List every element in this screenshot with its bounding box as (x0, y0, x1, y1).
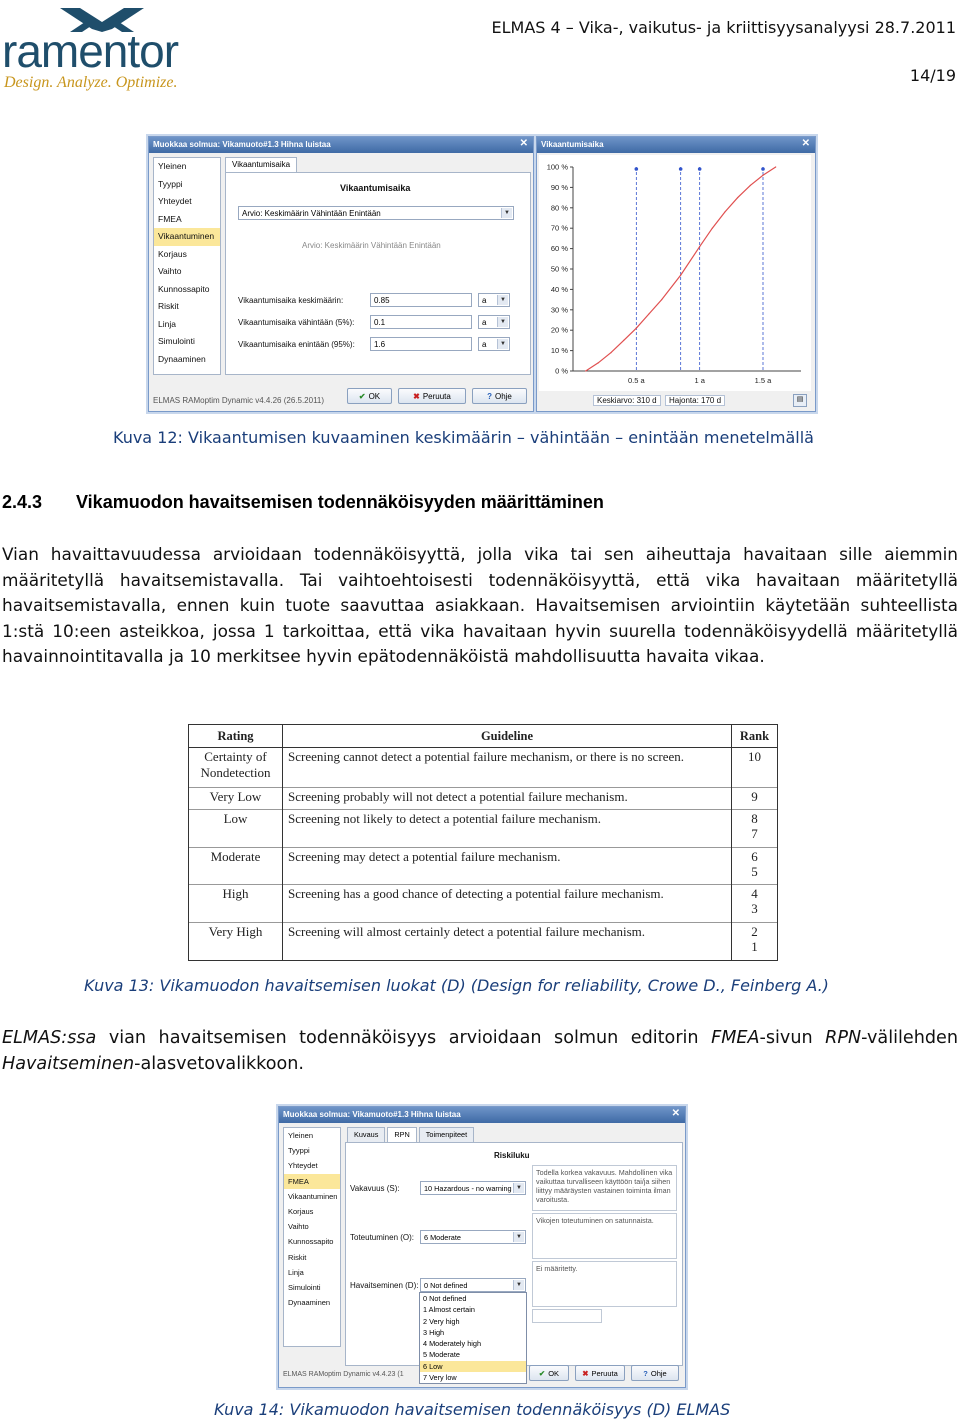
tab-vikaantumisaika[interactable]: Vikaantumisaika (225, 157, 297, 172)
guideline-cell: Screening has a good chance of detecting a potential failure mechanism. (283, 885, 732, 923)
table-row (189, 923, 777, 960)
y-tick-label: 30 % (550, 305, 568, 315)
section-title: Arvio: Keskimäärin Vähintään Enintään (302, 241, 441, 250)
field-label: Vikaantumisaika keskimäärin: (238, 296, 344, 305)
chevron-down-icon: ▼ (513, 1232, 524, 1242)
cross-icon: ✖ (413, 392, 420, 401)
para-part: FMEA (711, 1028, 760, 1048)
rating-cell: Very High (189, 923, 283, 960)
para-part: ELMAS:ssa (2, 1028, 97, 1048)
y-tick-label: 10 % (550, 346, 568, 356)
figure-14-caption: Kuva 14: Vikamuodon havaitsemisen todennäköisyys (D) ELMAS (214, 1400, 731, 1419)
para-part: -alasvetovalikkoon. (134, 1053, 304, 1074)
help-icon: ? (643, 1369, 648, 1378)
editor-tabs (347, 1127, 476, 1142)
dropdown-option[interactable]: 4 Moderately high (423, 1339, 482, 1349)
failure-time-chart (539, 155, 811, 391)
y-tick-label: 40 % (550, 284, 568, 294)
empty-field (532, 1309, 602, 1323)
sidebar-item[interactable]: Riskit (158, 301, 179, 311)
chevron-down-icon: ▼ (497, 317, 508, 327)
data-point (623, 340, 624, 341)
sidebar-item[interactable]: Dynaaminen (158, 353, 206, 364)
unit-value: a (482, 340, 487, 349)
detection-label: Havaitseminen (D): (350, 1281, 419, 1290)
guideline-cell: Screening cannot detect a potential failure mechanism, or there is no screen. (288, 749, 684, 764)
check-icon: ✔ (358, 392, 366, 401)
field-input[interactable]: 1.6 (370, 337, 472, 351)
sidebar-item[interactable]: Simulointi (288, 1282, 321, 1292)
close-icon[interactable]: ✕ (671, 1108, 680, 1119)
para-part: vian havaitsemisen todennäköisyys arvioidaan solmun editorin (96, 1028, 712, 1048)
data-point (610, 352, 611, 353)
std-label: Hajonta: 170 d (665, 395, 725, 406)
ok-button[interactable]: ✔ OK (529, 1365, 569, 1381)
field-label: Vikaantumisaika vähintään (5%): (238, 318, 355, 327)
para-part: -sivun (759, 1028, 826, 1048)
dialog-title: Muokkaa solmua: Vikamuoto#1.3 Hihna luistaa (283, 1110, 461, 1119)
sidebar-item[interactable]: Korjaus (158, 248, 187, 259)
rank-cell: 8 7 (732, 809, 778, 847)
dialog-titlebar (279, 1107, 685, 1123)
check-icon: ✔ (538, 1369, 546, 1378)
cancel-button[interactable]: ✖ Peruuta (575, 1365, 625, 1381)
col-header-rank: Rank (732, 725, 778, 748)
y-tick-label: 20 % (550, 325, 568, 335)
rank-cell: 10 (732, 748, 778, 788)
data-point (648, 313, 649, 314)
sidebar-item[interactable]: Yleinen (158, 161, 187, 171)
field-label: Vikaantumisaika enintään (95%): (238, 340, 355, 349)
unit-select[interactable] (478, 337, 510, 351)
para-part: -välilehden (861, 1028, 958, 1048)
close-icon[interactable]: ✕ (519, 138, 528, 149)
severity-select[interactable]: 10 Hazardous - no warning ▼ (420, 1181, 526, 1195)
unit-value: a (482, 318, 487, 327)
sidebar-item[interactable]: Tyyppi (158, 178, 183, 189)
data-point (680, 275, 681, 276)
dropdown-option[interactable]: 2 Very high (423, 1316, 460, 1326)
unit-select[interactable] (478, 315, 510, 329)
rpn-editor-dialog (278, 1106, 686, 1388)
x-marker-dot (635, 167, 639, 171)
sidebar-item[interactable]: Linja (288, 1267, 304, 1277)
rating-cell: Very Low (189, 788, 283, 810)
field-input[interactable]: 0.1 (370, 315, 472, 329)
y-tick-label: 100 % (546, 162, 568, 172)
data-point (636, 328, 637, 329)
document-title: ELMAS 4 – Vika-, vaikutus- ja kriittisyysanalyysi 28.7.2011 (491, 18, 956, 37)
data-point (762, 175, 763, 176)
figure-12-caption: Kuva 12: Vikaantumisen kuvaaminen keskimäärin – vähintään – enintään menetelmällä (113, 428, 814, 447)
mean-label: Keskiarvo: 310 d (593, 395, 661, 406)
detection-options-list[interactable] (419, 1292, 527, 1384)
unit-select[interactable] (478, 293, 510, 307)
sidebar-item[interactable]: Kunnossapito (158, 283, 210, 294)
y-tick-label: 70 % (550, 223, 568, 233)
rank-cell: 4 3 (732, 885, 778, 923)
severity-label: Vakavuus (S): (350, 1184, 400, 1193)
x-tick-label: 1.5 a (754, 376, 772, 385)
field-input[interactable]: 0.85 (370, 293, 472, 307)
method-select[interactable]: Arvio: Keskimäärin Vähintään Enintään ▼ (238, 206, 514, 220)
logo-wordmark: ramentor (2, 25, 179, 77)
guideline-cell: Screening may detect a potential failure mechanism. (283, 847, 732, 885)
panel-title: Vikaantumisaika (340, 183, 411, 193)
node-editor-dialog (148, 136, 534, 412)
section-title: Vikamuodon havaitsemisen todennäköisyyden määrittäminen (76, 492, 604, 512)
mean-marker-dot (679, 167, 683, 171)
occurrence-label: Toteutuminen (O): (350, 1233, 415, 1242)
table-row (189, 847, 777, 885)
table-row (189, 885, 777, 923)
rating-cell: Low (189, 809, 283, 847)
col-header-guideline: Guideline (283, 725, 732, 748)
sidebar-item[interactable]: Yhteydet (288, 1161, 318, 1171)
data-point (737, 197, 738, 198)
elmas-paragraph (2, 1026, 958, 1077)
unit-value: a (482, 296, 487, 305)
x-marker-dot (761, 167, 765, 171)
y-tick-label: 80 % (550, 203, 568, 213)
sidebar-item[interactable]: FMEA (284, 1174, 340, 1189)
close-icon[interactable]: ✕ (801, 138, 810, 149)
rank-cell: 9 (732, 788, 778, 810)
version-label: ELMAS RAMoptim Dynamic v4.4.23 (1 (283, 1371, 404, 1378)
chevron-down-icon: ▼ (497, 295, 508, 305)
chevron-down-icon: ▼ (501, 208, 512, 218)
chevron-down-icon: ▼ (497, 339, 508, 349)
failure-time-panel (225, 172, 531, 375)
dialog-titlebar (149, 137, 533, 153)
editor-sidebar (153, 157, 221, 375)
editor-tabs (225, 157, 299, 172)
table-row (189, 788, 777, 810)
para-part: Havaitseminen (2, 1053, 135, 1074)
copy-icon[interactable]: ▤ (793, 394, 807, 407)
sidebar-item[interactable]: Vaihto (288, 1222, 309, 1232)
section-heading (2, 492, 604, 513)
dropdown-option[interactable]: 5 Moderate (423, 1350, 460, 1360)
sidebar-item[interactable]: Yhteydet (158, 196, 192, 206)
help-button[interactable]: ? Ohje (631, 1365, 679, 1381)
sidebar-item[interactable]: FMEA (158, 213, 182, 224)
help-icon: ? (487, 392, 492, 401)
occurrence-description: Vikojen toteutuminen on satunnaista. (532, 1213, 677, 1259)
tab-item[interactable]: RPN (387, 1127, 416, 1142)
data-point (712, 228, 713, 229)
page-number: 14/19 (909, 66, 956, 85)
sidebar-item[interactable]: Vaihto (158, 266, 182, 276)
chevron-down-icon: ▼ (513, 1280, 524, 1290)
sidebar-item[interactable]: Korjaus (288, 1206, 314, 1216)
chart-window (536, 136, 816, 412)
detection-description: Ei määritetty. (532, 1261, 677, 1307)
data-point (661, 299, 662, 300)
cancel-button[interactable]: ✖ Peruuta (398, 388, 466, 404)
section-number: 2.4.3 (2, 492, 43, 512)
sidebar-item[interactable]: Tyyppi (288, 1146, 310, 1156)
editor-sidebar (283, 1127, 341, 1347)
dropdown-option[interactable]: 6 Low (420, 1361, 526, 1372)
rank-cell: 6 5 (732, 847, 778, 885)
x-tick-label: 1 a (694, 376, 705, 385)
dialog-title: Muokkaa solmua: Vikamuoto#1.3 Hihna luistaa (153, 140, 331, 149)
data-point (724, 211, 725, 212)
sidebar-item[interactable]: Riskit (288, 1252, 307, 1262)
sidebar-item[interactable]: Vikaantuminen (154, 228, 220, 246)
logo-tagline: Design. Analyze. Optimize. (4, 74, 178, 91)
sidebar-item[interactable]: Dynaaminen (288, 1298, 331, 1308)
y-tick-label: 60 % (550, 244, 568, 254)
table-row (189, 748, 777, 788)
sidebar-item[interactable]: Vikaantuminen (288, 1191, 338, 1201)
table-row (189, 809, 777, 847)
detection-rating-table (188, 724, 778, 961)
occurrence-select[interactable]: 6 Moderate ▼ (420, 1230, 526, 1244)
rating-cell: High (189, 885, 283, 923)
para-part: RPN (825, 1028, 862, 1048)
rating-cell: Moderate (189, 847, 283, 885)
dropdown-option[interactable]: 0 Not defined (423, 1294, 467, 1303)
y-tick-label: 0 % (555, 366, 568, 376)
guideline-cell: Screening will almost certainly detect a potential failure mechanism. (283, 923, 732, 960)
x-marker-dot (698, 167, 702, 171)
col-header-rating: Rating (189, 725, 283, 748)
data-point (699, 246, 700, 247)
detection-select[interactable]: 0 Not defined ▼ (420, 1278, 526, 1292)
figure-13-caption: Kuva 13: Vikamuodon havaitsemisen luokat (D) (Design for reliability, Crowe D., Feinberg A.) (84, 976, 829, 995)
chevron-down-icon: ▼ (513, 1183, 524, 1193)
dropdown-option[interactable]: 1 Almost certain (423, 1305, 475, 1315)
plot-background (539, 155, 811, 391)
y-tick-label: 50 % (550, 264, 568, 274)
chart-title: Vikaantumisaika (541, 140, 604, 149)
help-button[interactable]: ? Ohje (472, 388, 527, 404)
guideline-cell: Screening not likely to detect a potential failure mechanism. (283, 809, 732, 847)
detection-paragraph: Vian havaittavuudessa arvioidaan todennäköisyyttä, jolla vika tai sen aiheuttaja havaitaan sille aiemmin määritetyllä havaitsemistavalla. Tai vaihtoehtoisesti todennäköisyyttä, että vika havaitaan määritetyllä havaitsemistavalla, ennen kuin tuote saavuttaa asiakkaan. Havaitsemisen arviointiin käytetään suhteellista 1:stä 10:een asteikkoa, jossa 1 tarkoittaa, että vika havaitaan hyvin suurella todennäköisyydellä määritetyllä havainnointitavalla ja 10 merkitsee hyvin epätodennäköistä mahdollisuutta havaita vikaa. (2, 544, 958, 666)
sidebar-item[interactable]: Simulointi (158, 336, 195, 346)
chart-titlebar (537, 137, 815, 153)
version-label: ELMAS RAMoptim Dynamic v4.4.26 (26.5.2011) (153, 396, 325, 405)
ok-button[interactable]: ✔ OK (347, 388, 392, 404)
sidebar-item[interactable]: Linja (158, 318, 176, 329)
tab-item[interactable]: Toimenpiteet (419, 1127, 474, 1142)
y-tick-label: 90 % (550, 182, 568, 192)
data-point (750, 185, 751, 186)
rating-cell: Certainty of Nondetection (189, 748, 283, 788)
severity-description: Todella korkea vakavuus. Mahdollinen vika vaikuttaa turvalliseen käyttöön tai/ja siihen liittyy määräysten vastainen toiminta ilman varoitusta. (532, 1165, 677, 1211)
dropdown-option[interactable]: 7 Very low (423, 1373, 457, 1383)
guideline-cell: Screening probably will not detect a potential failure mechanism. (283, 788, 732, 810)
panel-title: Riskiluku (494, 1151, 530, 1160)
data-point (775, 166, 776, 167)
tab-item[interactable]: Kuvaus (347, 1127, 385, 1142)
rank-cell: 2 1 (732, 923, 778, 960)
cross-icon: ✖ (582, 1369, 589, 1378)
x-tick-label: 0.5 a (627, 376, 645, 385)
sidebar-item[interactable]: Kunnossapito (288, 1237, 334, 1247)
data-point (585, 370, 586, 371)
data-point (598, 362, 599, 363)
dropdown-option[interactable]: 3 High (423, 1327, 445, 1337)
sidebar-item[interactable]: Yleinen (288, 1131, 314, 1140)
